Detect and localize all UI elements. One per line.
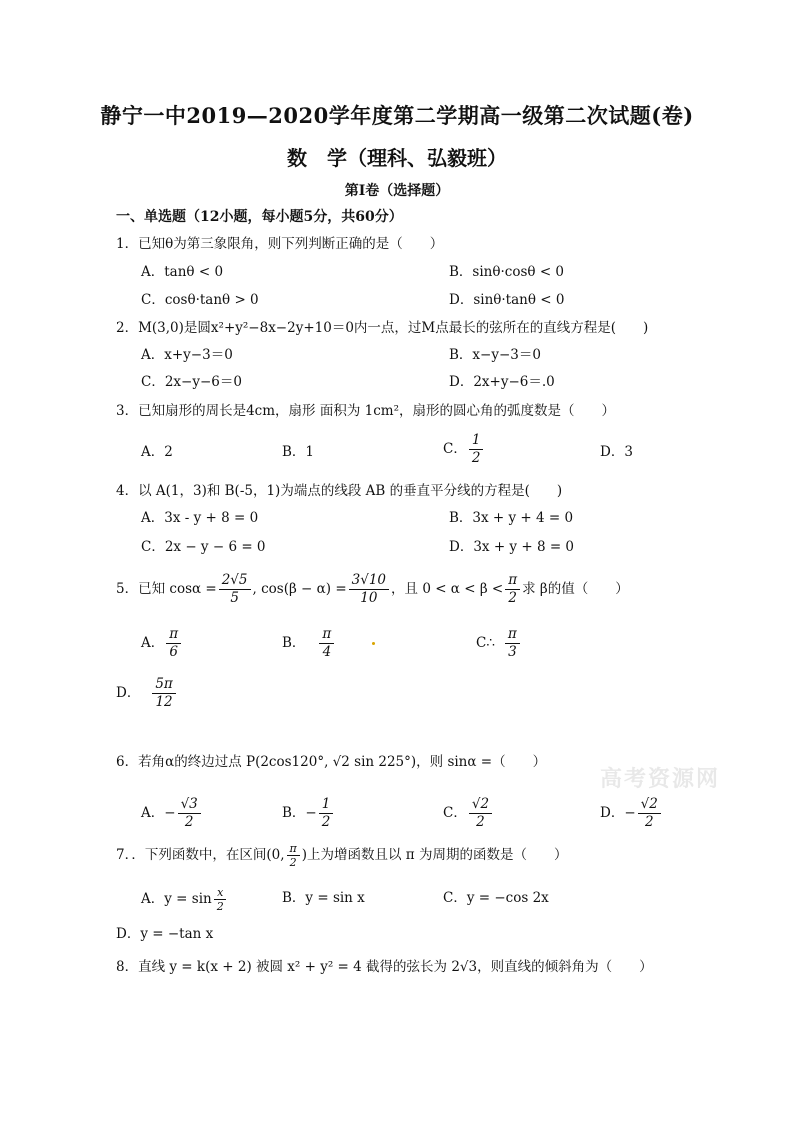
fraction-numerator: π — [287, 842, 300, 856]
q7-stem-end: )上为增函数且以 π 为周期的函数是（ ） — [301, 847, 568, 863]
q6-option-c — [443, 796, 494, 831]
q6-option-d-fraction — [638, 796, 661, 831]
fraction-numerator: π — [505, 626, 520, 644]
q7-option-c: C．y = −cos 2x — [443, 890, 549, 906]
question-6-stem: 6．若角α的终边过点 P(2cos120°, √2 sin 225°)，则 sinα =（ ） — [116, 754, 547, 770]
exam-title: 静宁一中2019—2020学年度第二学期高一级第二次试题(卷) — [100, 103, 694, 128]
fraction-numerator: √2 — [638, 796, 661, 814]
question-3-stem: 3．已知扇形的周长是4cm，扇形 面积为 1cm²，扇形的圆心角的弧度数是（ ） — [116, 403, 615, 419]
question-5-stem — [116, 572, 629, 607]
q3-option-d: D．3 — [600, 444, 633, 460]
q5-option-c-label: C∴ — [476, 635, 495, 651]
q2-option-a: A．x+y−3＝0 — [141, 347, 233, 363]
fraction-numerator: π — [166, 626, 181, 644]
q7-pi-half-fraction — [287, 842, 300, 869]
question-2-stem: 2．M(3,0)是圆x²+y²−8x−2y+10＝0内一点，过M点最长的弦所在的直线方程是( ) — [116, 320, 649, 336]
q3-option-c — [443, 432, 485, 467]
q5-stem-end: 求 β的值（ ） — [522, 581, 629, 597]
q5-stem-mid: , cos(β − α) = — [252, 581, 347, 597]
q6-option-a — [141, 796, 203, 831]
q5-option-a — [141, 626, 183, 661]
q5-option-d-label: D． — [116, 685, 141, 701]
q2-option-d: D．2x+y−6＝.0 — [449, 374, 555, 390]
q5-cos-alpha-fraction — [219, 572, 251, 607]
q5-option-b — [282, 626, 336, 661]
fraction-numerator: √2 — [469, 796, 492, 814]
q5-option-c — [476, 626, 522, 661]
stray-dot — [372, 642, 375, 645]
question-1-stem: 1．已知θ为第三象限角，则下列判断正确的是（ ） — [116, 236, 444, 252]
fraction-numerator: 2√5 — [219, 572, 251, 590]
fraction-denominator: 2 — [216, 900, 224, 913]
fraction-numerator: 5π — [152, 676, 175, 694]
q5-stem-range: ，且 0 < α < β < — [391, 581, 504, 597]
q4-option-b: B．3x + y + 4 = 0 — [449, 510, 574, 526]
q6-option-c-fraction — [469, 796, 492, 831]
q4-option-d: D．3x + y + 8 = 0 — [449, 539, 575, 555]
q6-option-a-label: A．− — [141, 805, 176, 821]
q6-option-d-label: D．− — [600, 805, 636, 821]
fraction-denominator: 5 — [230, 590, 239, 606]
q5-option-a-fraction — [166, 626, 181, 661]
question-8-stem: 8．直线 y = k(x + 2) 被圆 x² + y² = 4 截得的弦长为 2√3，则直线的倾斜角为（ ） — [116, 959, 653, 975]
q5-option-d-fraction — [152, 676, 175, 711]
q7-option-d: D．y = −tan x — [116, 926, 214, 942]
fraction-numerator: √3 — [178, 796, 201, 814]
q7-option-b: B．y = sin x — [282, 890, 365, 906]
q7-option-a — [141, 886, 229, 913]
fraction-numerator: 1 — [319, 796, 334, 814]
fraction-denominator: 2 — [476, 814, 485, 830]
fraction-denominator: 2 — [289, 856, 297, 869]
fraction-numerator: π — [505, 572, 520, 590]
q5-pi-half-fraction — [505, 572, 520, 607]
q5-option-b-label: B． — [282, 635, 306, 651]
q6-option-b — [282, 796, 335, 831]
q5-option-d — [116, 676, 178, 711]
fraction-denominator: 6 — [169, 644, 178, 660]
q5-option-a-label: A． — [141, 635, 165, 651]
q7-stem-start: 7．．下列函数中，在区间(0, — [116, 847, 285, 863]
q3-option-b: B．1 — [282, 444, 315, 460]
q1-option-c: C．cosθ·tanθ > 0 — [141, 292, 259, 308]
q1-option-a: A．tanθ < 0 — [141, 264, 224, 280]
q6-option-b-label: B．− — [282, 805, 317, 821]
q2-option-b: B．x−y−3＝0 — [449, 347, 541, 363]
fraction-denominator: 10 — [360, 590, 378, 606]
question-7-stem — [116, 842, 567, 869]
fraction-denominator: 2 — [321, 814, 331, 830]
fraction-denominator: 2 — [471, 450, 481, 466]
q5-cos-beta-alpha-fraction — [349, 572, 389, 607]
q5-stem-start: 5．已知 cosα = — [116, 581, 217, 597]
q3-option-c-fraction — [469, 432, 484, 467]
q3-option-a: A．2 — [141, 444, 173, 460]
q7-option-a-fraction — [214, 886, 227, 913]
fraction-numerator: 1 — [469, 432, 484, 450]
fraction-numerator: 3√10 — [349, 572, 389, 590]
q6-option-d — [600, 796, 663, 831]
exam-subtitle: 数 学（理科、弘毅班） — [287, 146, 507, 170]
fraction-denominator: 2 — [644, 814, 654, 830]
fraction-denominator: 4 — [322, 644, 332, 660]
q6-option-b-fraction — [319, 796, 334, 831]
q6-option-a-fraction — [178, 796, 201, 831]
fraction-denominator: 2 — [508, 590, 517, 606]
q6-option-c-label: C． — [443, 805, 467, 821]
q1-option-b: B．sinθ·cosθ < 0 — [449, 264, 565, 280]
section-heading: 一、单选题（12小题，每小题5分，共60分） — [116, 209, 403, 225]
question-4-stem: 4．以 A(1，3)和 B(-5，1)为端点的线段 AB 的垂直平分线的方程是( ) — [116, 483, 563, 499]
fraction-denominator: 12 — [155, 694, 173, 710]
q4-option-a: A．3x - y + 8 = 0 — [141, 510, 259, 526]
fraction-numerator: x — [214, 886, 226, 900]
q3-option-c-label: C． — [443, 441, 467, 457]
watermark: 高考资源网 — [600, 766, 721, 792]
q5-option-c-fraction — [505, 626, 520, 661]
q2-option-c: C．2x−y−6＝0 — [141, 374, 242, 390]
part-heading: 第I卷（选择题） — [344, 183, 450, 199]
q5-option-b-fraction — [319, 626, 334, 661]
fraction-numerator: π — [319, 626, 334, 644]
q4-option-c: C．2x − y − 6 = 0 — [141, 539, 266, 555]
q7-option-a-label: A．y = sin — [141, 891, 212, 907]
fraction-denominator: 2 — [184, 814, 194, 830]
fraction-denominator: 3 — [508, 644, 517, 660]
q1-option-d: D．sinθ·tanθ < 0 — [449, 292, 565, 308]
